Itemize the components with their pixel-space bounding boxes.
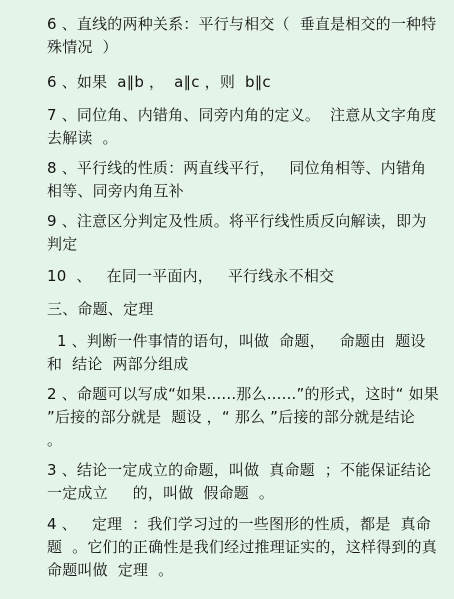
paragraph-7-angle-definitions: 7 、同位角、内错角、同旁内角的定义。 注意从文字角度去解读 。 [47, 106, 437, 147]
paragraph-6-parallel-transitivity: 6 、如果 a∥b ， a∥c ，则 b∥c [47, 73, 271, 91]
paragraph-1-proposition-definition: 1 、判断一件事情的语句，叫做 命题， 命题由 题设 和 结论 两部分组成 [47, 332, 436, 373]
paragraph-3-true-false-propositions: 3 、结论一定成立的命题，叫做 真命题 ；不能保证结论一定成立 的，叫做 假命题 。 [47, 461, 432, 502]
paragraph-2-if-then-form: 2 、命题可以写成“如果......那么......”的形式，这时“ 如果 ”后接的部分就是 题设 ，“ 那么 ”后接的部分就是结论 。 [47, 385, 444, 449]
paragraph-10-same-plane: 10 、 在同一平面内， 平行线永不相交 [47, 267, 335, 285]
section-heading-propositions-theorems: 三、命题、定理 [47, 300, 154, 318]
paragraph-9-criteria-vs-properties: 9 、注意区分判定及性质。将平行线性质反向解读，即为判定 [47, 212, 427, 253]
paragraph-6-lines-relation: 6 、直线的两种关系：平行与相交（ 垂直是相交的一种特殊情况 ） [47, 15, 437, 56]
paragraph-4-theorem-definition: 4 、 定理 ：我们学习过的一些图形的性质，都是 真命题 。它们的正确性是我们经过推理证实的，这样得到的真命题叫做 定理 。 [47, 515, 437, 579]
paragraph-8-parallel-properties: 8 、平行线的性质：两直线平行， 同位角相等、内错角相等、同旁内角互补 [47, 159, 427, 200]
